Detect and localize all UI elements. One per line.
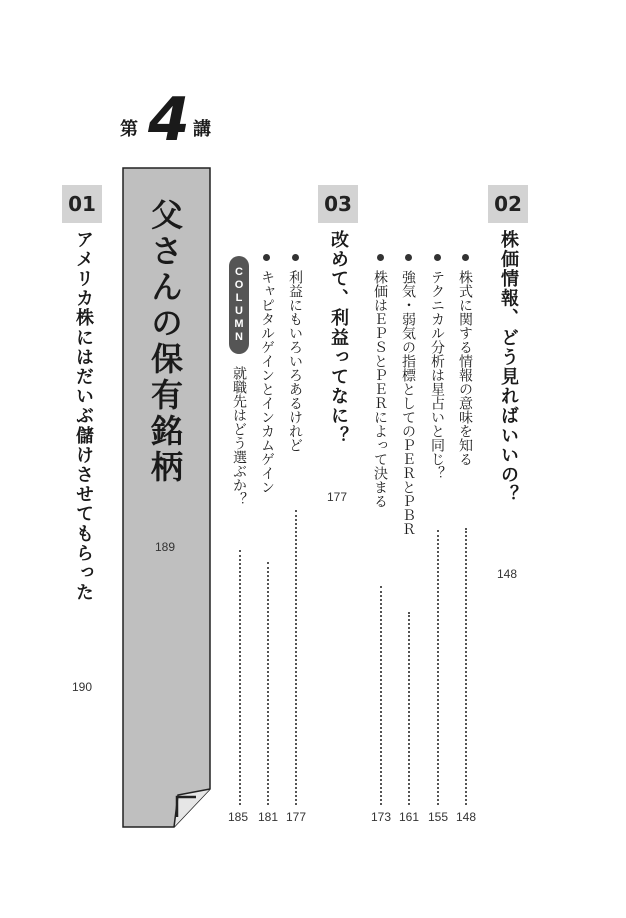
chapter-01-page: 190	[72, 680, 93, 694]
section02-item-2-title[interactable]: 強気・弱気の指標としてのＰＥＲとＰＢＲ	[400, 270, 416, 536]
chapter-02-page: 148	[497, 567, 518, 581]
bullet-icon	[377, 254, 384, 261]
section03-item-2-leader	[295, 510, 297, 805]
bullet-icon	[434, 254, 441, 261]
section02-item-3-page: 155	[428, 810, 449, 824]
section02-item-4-leader	[465, 528, 467, 805]
chapter-02-title[interactable]: 株価情報、どう見ればいいの？	[498, 230, 519, 505]
section02-item-1-page: 173	[371, 810, 392, 824]
section03-item-2-title[interactable]: 利益にもいろいろあるけれど	[287, 270, 303, 452]
column-page: 185	[228, 810, 249, 824]
section02-item-1-leader	[380, 586, 382, 805]
main-title-page: 189	[155, 540, 176, 554]
chapter-03-number: 03	[324, 192, 352, 216]
main-title[interactable]: 父さんの保有銘柄	[146, 198, 184, 486]
bullet-icon	[405, 254, 412, 261]
lecture-prefix: 第	[120, 119, 138, 140]
chapter-02-badge	[488, 185, 528, 223]
lecture-number: 4	[148, 85, 190, 155]
section03-item-1-title[interactable]: キャピタルゲインとインカムゲイン	[259, 270, 275, 494]
section03-item-1-leader	[267, 562, 269, 805]
bullet-icon	[292, 254, 299, 261]
lecture-suffix: 講	[193, 119, 211, 140]
section02-item-1-title[interactable]: 株価はＥＰＳとＰＥＲによって決まる	[372, 270, 388, 508]
chapter-02-number: 02	[494, 192, 522, 216]
column-title[interactable]: 就職先はどう選ぶか？	[231, 366, 247, 506]
column-label: COLUMN	[233, 266, 245, 344]
chapter-01-title[interactable]: アメリカ株にはだいぶ儲けさせてもらった	[73, 230, 94, 603]
column-leader	[239, 550, 241, 805]
section02-item-2-leader	[408, 612, 410, 805]
bullet-icon	[263, 254, 270, 261]
chapter-03-title[interactable]: 改めて、利益ってなに？	[328, 230, 349, 446]
section02-item-3-title[interactable]: テクニカル分析は星占いと同じ？	[429, 270, 445, 480]
section03-item-1-page: 181	[258, 810, 279, 824]
chapter-03-page: 177	[327, 490, 348, 504]
bullet-icon	[462, 254, 469, 261]
chapter-01-number: 01	[68, 192, 96, 216]
section02-item-2-page: 161	[399, 810, 420, 824]
section02-item-4-title[interactable]: 株式に関する情報の意味を知る	[457, 270, 473, 466]
chapter-03-badge	[318, 185, 358, 223]
chapter-01-badge	[62, 185, 102, 223]
section02-item-3-leader	[437, 530, 439, 805]
section03-item-2-page: 177	[286, 810, 307, 824]
section02-item-4-page: 148	[456, 810, 477, 824]
